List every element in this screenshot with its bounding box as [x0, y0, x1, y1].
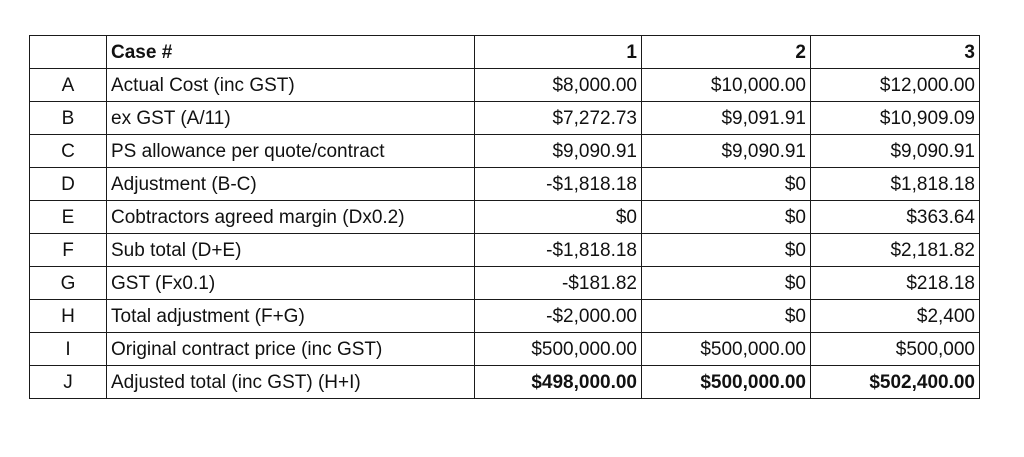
header-case-label: Case # [107, 36, 475, 69]
case-2-value: $9,090.91 [642, 135, 811, 168]
row-label: Adjustment (B-C) [107, 168, 475, 201]
case-2-value: $9,091.91 [642, 102, 811, 135]
table-row-c [30, 135, 980, 168]
case-2-value: $0 [642, 168, 811, 201]
case-1-value: $0 [475, 201, 642, 234]
row-letter: J [30, 366, 107, 399]
header-case-1: 1 [475, 36, 642, 69]
header-case-2: 2 [642, 36, 811, 69]
case-3-value: $363.64 [811, 201, 980, 234]
row-label: GST (Fx0.1) [107, 267, 475, 300]
table-row-g [30, 267, 980, 300]
case-3-value: $12,000.00 [811, 69, 980, 102]
case-3-total-value: $502,400.00 [811, 366, 980, 399]
row-letter: A [30, 69, 107, 102]
case-3-value: $218.18 [811, 267, 980, 300]
case-3-value: $1,818.18 [811, 168, 980, 201]
row-label: ex GST (A/11) [107, 102, 475, 135]
case-2-total-value: $500,000.00 [642, 366, 811, 399]
row-letter: F [30, 234, 107, 267]
table-row-f [30, 234, 980, 267]
cost-adjustment-table [29, 35, 980, 399]
case-1-value: $9,090.91 [475, 135, 642, 168]
row-label: Cobtractors agreed margin (Dx0.2) [107, 201, 475, 234]
row-letter: D [30, 168, 107, 201]
case-3-value: $10,909.09 [811, 102, 980, 135]
header-letter-cell [30, 36, 107, 69]
case-3-value: $9,090.91 [811, 135, 980, 168]
table-row-d [30, 168, 980, 201]
case-3-value: $500,000 [811, 333, 980, 366]
case-3-value: $2,181.82 [811, 234, 980, 267]
case-2-value: $0 [642, 267, 811, 300]
case-1-value: -$1,818.18 [475, 168, 642, 201]
table-row-e [30, 201, 980, 234]
case-1-value: -$181.82 [475, 267, 642, 300]
row-letter: H [30, 300, 107, 333]
case-1-total-value: $498,000.00 [475, 366, 642, 399]
table-header-row [30, 36, 980, 69]
row-label: Total adjustment (F+G) [107, 300, 475, 333]
case-3-value: $2,400 [811, 300, 980, 333]
row-letter: C [30, 135, 107, 168]
table-row-h [30, 300, 980, 333]
row-label: Original contract price (inc GST) [107, 333, 475, 366]
case-1-value: $7,272.73 [475, 102, 642, 135]
row-label: Actual Cost (inc GST) [107, 69, 475, 102]
case-2-value: $0 [642, 234, 811, 267]
row-letter: E [30, 201, 107, 234]
case-1-value: -$1,818.18 [475, 234, 642, 267]
case-1-value: $500,000.00 [475, 333, 642, 366]
case-1-value: -$2,000.00 [475, 300, 642, 333]
header-case-3: 3 [811, 36, 980, 69]
row-letter: G [30, 267, 107, 300]
case-1-value: $8,000.00 [475, 69, 642, 102]
table-row-j-total [30, 366, 980, 399]
row-label: Sub total (D+E) [107, 234, 475, 267]
case-2-value: $500,000.00 [642, 333, 811, 366]
table-row-i [30, 333, 980, 366]
row-label: Adjusted total (inc GST) (H+I) [107, 366, 475, 399]
row-label: PS allowance per quote/contract [107, 135, 475, 168]
table-row-b [30, 102, 980, 135]
case-2-value: $0 [642, 300, 811, 333]
case-2-value: $0 [642, 201, 811, 234]
row-letter: I [30, 333, 107, 366]
row-letter: B [30, 102, 107, 135]
table-row-a [30, 69, 980, 102]
case-2-value: $10,000.00 [642, 69, 811, 102]
